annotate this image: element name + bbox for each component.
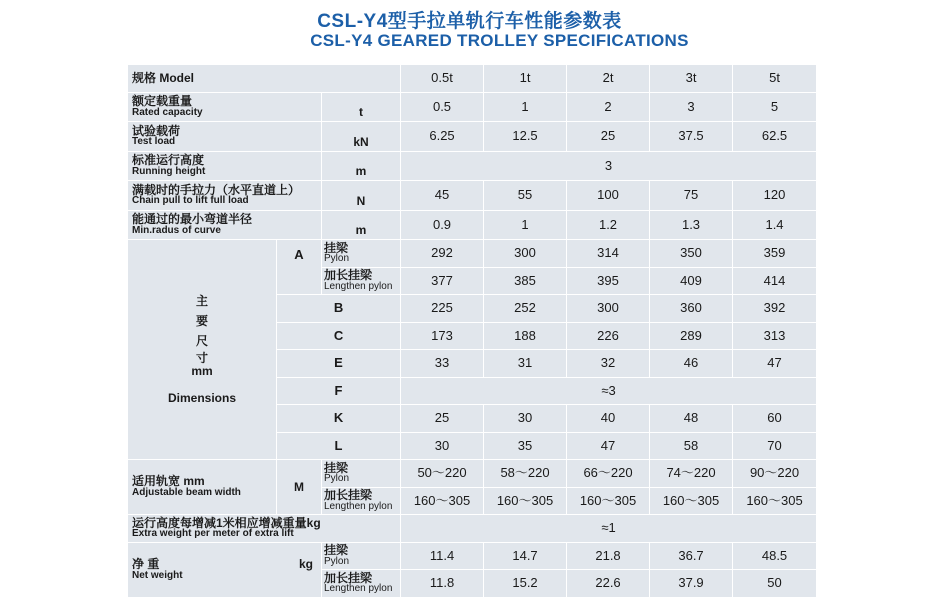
table-cell: 3 [650,92,733,122]
table-cell: 225 [401,295,484,323]
table-cell: 226 [567,322,650,350]
dim-letter: E [277,350,401,378]
table-cell: 33 [401,350,484,378]
table-cell: 414 [733,267,817,295]
page-subtitle: CSL-Y4 GEARED TROLLEY SPECIFICATIONS [310,31,689,50]
table-cell: 50 [733,570,817,598]
row-label: 能通过的最小弯道半径 Min.radus of curve [128,210,322,240]
table-cell: 58 [650,432,733,460]
table-cell: 6.25 [401,122,484,152]
table-cell: 35 [484,432,567,460]
row-unit: m [322,151,401,181]
table-cell: ≈3 [401,377,817,405]
table-cell: 1.3 [650,210,733,240]
table-cell: 40 [567,405,650,433]
table-cell: 1.2 [567,210,650,240]
model-cell: 2t [567,65,650,93]
extra-weight-label: 运行高度每增减1米相应增减重量kg Extra weight per meter of extra lift [128,515,401,543]
beam-letter: M [277,460,322,515]
sub-label: 挂梁 Pylon [322,240,401,268]
table-cell: 360 [650,295,733,323]
table-cell: 14.7 [484,542,567,570]
table-cell: 60 [733,405,817,433]
table-cell: 313 [733,322,817,350]
dim-letter: C [277,322,401,350]
table-cell: 15.2 [484,570,567,598]
dim-en-label: Dimensions [167,391,236,406]
dim-letter: K [277,405,401,433]
table-cell: 359 [733,240,817,268]
table-cell: 160～305 [650,487,733,515]
table-cell: 37.9 [650,570,733,598]
table-cell: 1 [484,92,567,122]
table-cell: 70 [733,432,817,460]
table-cell: 0.9 [401,210,484,240]
table-cell: 2 [567,92,650,122]
table-cell: 47 [733,350,817,378]
specifications-table [127,64,817,598]
table-cell: 289 [650,322,733,350]
table-row [128,92,817,122]
table-cell: 409 [650,267,733,295]
dim-letter: L [277,432,401,460]
table-cell: 12.5 [484,122,567,152]
table-cell: 300 [567,295,650,323]
dim-title-char: 要 [195,313,208,328]
table-cell: 66～220 [567,460,650,488]
dim-letter: B [277,295,401,323]
dim-title-char: 主 [195,293,208,308]
table-cell: 45 [401,181,484,211]
table-cell: 160～305 [733,487,817,515]
table-cell: ≈1 [401,515,817,543]
table-row [128,542,817,570]
dimensions-label [128,240,277,460]
table-cell: 395 [567,267,650,295]
table-cell: 58～220 [484,460,567,488]
table-cell: 32 [567,350,650,378]
row-label: 试验载荷 Test load [128,122,322,152]
table-cell: 21.8 [567,542,650,570]
table-row [128,122,817,152]
table-cell: 36.7 [650,542,733,570]
table-cell: 11.4 [401,542,484,570]
table-cell: 3 [401,151,817,181]
table-cell: 0.5 [401,92,484,122]
table-row [128,515,817,543]
table-cell: 252 [484,295,567,323]
model-cell: 0.5t [401,65,484,93]
table-cell: 11.8 [401,570,484,598]
table-cell: 385 [484,267,567,295]
sub-label: 加长挂梁 Lengthen pylon [322,570,401,598]
model-cell: 1t [484,65,567,93]
row-label: 满载时的手拉力（水平直道上） Chain pull to lift full load [128,181,322,211]
table-cell: 173 [401,322,484,350]
table-cell: 188 [484,322,567,350]
model-cell: 3t [650,65,733,93]
table-cell: 377 [401,267,484,295]
table-cell: 1.4 [733,210,817,240]
row-unit: m [322,210,401,240]
table-cell: 75 [650,181,733,211]
row-unit: t [322,92,401,122]
table-cell: 48.5 [733,542,817,570]
table-cell: 55 [484,181,567,211]
table-cell: 292 [401,240,484,268]
row-label: 额定载重量 Rated capacity [128,92,322,122]
table-cell: 300 [484,240,567,268]
table-cell: 47 [567,432,650,460]
table-cell: 31 [484,350,567,378]
table-cell: 62.5 [733,122,817,152]
sub-label: 挂梁 Pylon [322,542,401,570]
table-cell: 46 [650,350,733,378]
table-cell: 100 [567,181,650,211]
table-cell: 120 [733,181,817,211]
table-cell: 37.5 [650,122,733,152]
table-row [128,181,817,211]
table-cell: 1 [484,210,567,240]
table-cell: 160～305 [484,487,567,515]
table-cell: 392 [733,295,817,323]
beam-width-label: 适用轨宽 mm Adjustable beam width [128,460,277,515]
table-cell: 30 [484,405,567,433]
table-cell: 22.6 [567,570,650,598]
page-title: CSL-Y4型手拉单轨行车性能参数表 [317,11,622,32]
table-cell: 48 [650,405,733,433]
model-label: 规格 Model [128,65,401,93]
table-cell: 160～305 [567,487,650,515]
row-unit: N [322,181,401,211]
table-cell: 25 [401,405,484,433]
sub-label: 挂梁 Pylon [322,460,401,488]
net-weight-label: 净 重 kg Net weight [128,542,322,597]
table-cell: 25 [567,122,650,152]
table-cell: 160～305 [401,487,484,515]
table-cell: 5 [733,92,817,122]
header-row [128,65,817,93]
table-cell: 74～220 [650,460,733,488]
table-cell: 314 [567,240,650,268]
row-label: 标准运行高度 Running height [128,151,322,181]
dim-letter: A [277,240,322,295]
model-cell: 5t [733,65,817,93]
row-unit: kN [322,122,401,152]
sub-label: 加长挂梁 Lengthen pylon [322,267,401,295]
dim-title-char: 寸 [195,350,208,365]
table-cell: 90～220 [733,460,817,488]
table-row [128,210,817,240]
sub-label: 加长挂梁 Lengthen pylon [322,487,401,515]
table-row [128,240,817,268]
dim-letter: F [277,377,401,405]
dim-unit: mm [191,363,213,378]
table-cell: 30 [401,432,484,460]
table-row [128,151,817,181]
table-cell: 50～220 [401,460,484,488]
table-row [128,460,817,488]
table-cell: 350 [650,240,733,268]
dim-title-char: 尺 [195,334,208,349]
